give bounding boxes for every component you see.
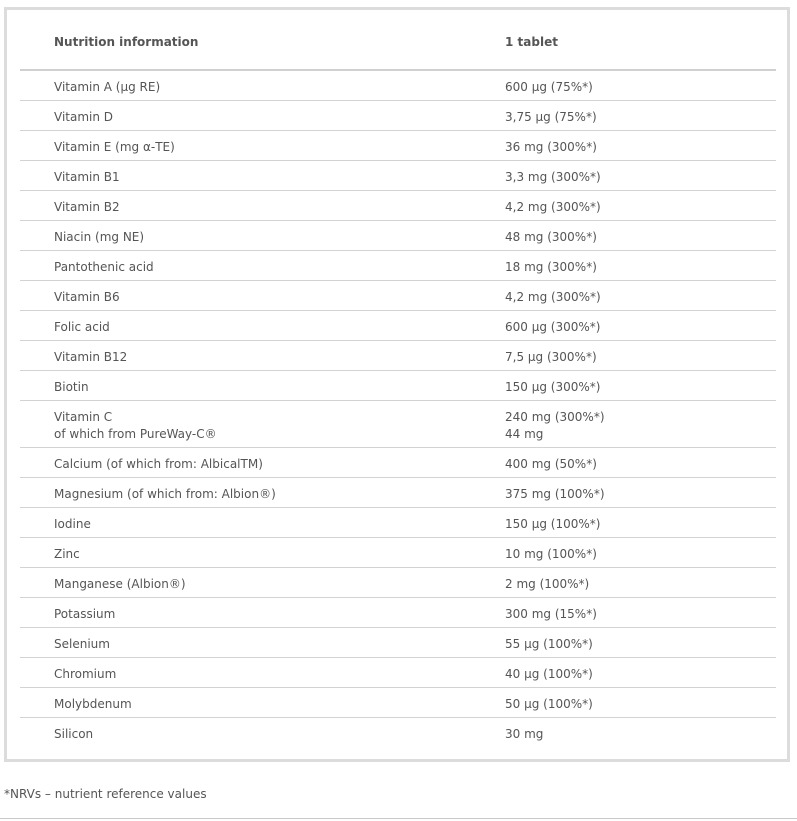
table-row: [20, 401, 776, 448]
nutrient-name-text: Magnesium (of which from: Albion®): [54, 487, 276, 501]
nutrient-name: [54, 516, 91, 533]
nutrient-amount: [505, 289, 601, 306]
nutrient-amount-text: 3,75 μg (75%*): [505, 110, 597, 124]
nutrient-amount-text: 375 mg (100%*): [505, 487, 605, 501]
table-row: [20, 341, 776, 371]
nutrient-name: [54, 486, 276, 503]
table-row: [20, 448, 776, 478]
nutrient-name-text: Chromium: [54, 667, 117, 681]
nutrient-amount-text: 50 μg (100%*): [505, 697, 593, 711]
nutrient-name: [54, 289, 120, 306]
table-row: [20, 191, 776, 221]
nutrient-name-text: Niacin (mg NE): [54, 230, 145, 244]
nutrient-amount-text: 240 mg (300%*): [505, 410, 605, 424]
nutrient-name: [54, 379, 89, 396]
table-row: [20, 508, 776, 538]
table-row: [20, 478, 776, 508]
nutrient-name-text: Selenium: [54, 637, 110, 651]
table-row: [20, 568, 776, 598]
nutrient-name-text: Vitamin B6: [54, 290, 120, 304]
nutrient-name-text: Vitamin B2: [54, 200, 120, 214]
table-row: [20, 688, 776, 718]
nutrient-name: [54, 606, 115, 623]
table-row: [20, 101, 776, 131]
nutrient-amount: [505, 199, 601, 216]
nutrient-amount-text: 48 mg (300%*): [505, 230, 597, 244]
table-row: [20, 131, 776, 161]
table-row: [20, 718, 776, 747]
nutrient-name: [54, 666, 116, 683]
nutrient-amount: [505, 109, 597, 126]
nutrient-name: [54, 546, 80, 563]
nutrient-name-text: Vitamin E (mg α-TE): [54, 140, 175, 154]
nutrient-name-text: Silicon: [54, 727, 94, 741]
nutrient-amount-text: 4,2 mg (300%*): [505, 290, 601, 304]
nutrient-amount-text: 55 μg (100%*): [505, 637, 593, 651]
nutrient-name-text: Manganese (Albion®): [54, 577, 186, 591]
header-serving: 1 tablet: [505, 35, 558, 49]
table-row: [20, 628, 776, 658]
nutrient-amount: [505, 546, 597, 563]
nutrient-amount-text: 2 mg (100%*): [505, 577, 590, 591]
nutrient-amount: [505, 726, 543, 743]
nutrient-amount: [505, 379, 600, 396]
nutrient-name-text: Vitamin B12: [54, 350, 128, 364]
nutrient-amount: [505, 259, 597, 276]
nutrient-amount: [505, 79, 593, 96]
nutrient-name: [54, 199, 120, 216]
nutrient-name: [54, 576, 186, 593]
nutrient-amount: [505, 169, 601, 186]
nutrient-amount-text: 150 μg (300%*): [505, 380, 601, 394]
nutrient-amount-text: 7,5 μg (300%*): [505, 350, 597, 364]
nutrient-amount: [505, 516, 600, 533]
nutrient-amount-text: 600 μg (300%*): [505, 320, 601, 334]
nutrient-amount: [505, 666, 593, 683]
nutrient-name: [54, 636, 110, 653]
nutrient-amount-text: 150 μg (100%*): [505, 517, 601, 531]
header-nutrition-information: Nutrition information: [54, 35, 199, 49]
nutrient-name-text: Vitamin B1: [54, 170, 120, 184]
table-row: [20, 221, 776, 251]
nutrient-amount: [505, 409, 605, 443]
nutrient-name-text: Biotin: [54, 380, 89, 394]
nutrient-amount-text: 3,3 mg (300%*): [505, 170, 601, 184]
table-row: [20, 161, 776, 191]
nutrient-name: [54, 229, 144, 246]
nutrient-amount-text: 600 μg (75%*): [505, 80, 593, 94]
nutrient-name-text: Vitamin D: [54, 110, 114, 124]
nutrient-amount: [505, 606, 597, 623]
nutrient-amount: [505, 636, 593, 653]
nutrient-amount-text: 300 mg (15%*): [505, 607, 597, 621]
table-row: [20, 311, 776, 341]
nutrient-name-text: Vitamin C: [54, 410, 113, 424]
nutrient-name-text: Folic acid: [54, 320, 110, 334]
nutrient-subamount-text: 44 mg: [505, 427, 544, 441]
nutrient-amount-text: 36 mg (300%*): [505, 140, 597, 154]
nutrient-name-text: Vitamin A (μg RE): [54, 80, 161, 94]
nutrient-name: [54, 79, 160, 96]
nutrient-name: [54, 349, 127, 366]
nutrient-amount: [505, 229, 597, 246]
nutrient-name: [54, 409, 217, 443]
nutrient-amount: [505, 139, 597, 156]
nutrient-name-text: Iodine: [54, 517, 91, 531]
table-body: [20, 71, 776, 747]
nutrient-amount-text: 400 mg (50%*): [505, 457, 597, 471]
nutrient-name: [54, 139, 175, 156]
nutrient-name-text: Potassium: [54, 607, 116, 621]
nutrient-name: [54, 456, 263, 473]
nutrient-name: [54, 109, 113, 126]
divider: [0, 818, 797, 819]
nutrient-name-text: Zinc: [54, 547, 80, 561]
nutrient-name: [54, 726, 93, 743]
nutrient-amount: [505, 349, 597, 366]
nutrient-amount-text: 4,2 mg (300%*): [505, 200, 601, 214]
nutrient-name: [54, 696, 132, 713]
nutrient-name-text: Calcium (of which from: AlbicalTM): [54, 457, 263, 471]
nutrient-name-text: Molybdenum: [54, 697, 132, 711]
nutrient-amount: [505, 696, 593, 713]
nutrient-amount-text: 30 mg: [505, 727, 544, 741]
nutrient-amount-text: 40 μg (100%*): [505, 667, 593, 681]
nutrient-name: [54, 169, 120, 186]
table-row: [20, 598, 776, 628]
table-row: [20, 281, 776, 311]
table-header: [20, 10, 776, 71]
table-row: [20, 658, 776, 688]
table-row: [20, 251, 776, 281]
table-row: [20, 538, 776, 568]
nutrient-amount: [505, 319, 600, 336]
nutrient-subname-text: of which from PureWay-C®: [54, 427, 217, 441]
nutrient-amount-text: 18 mg (300%*): [505, 260, 597, 274]
table-row: [20, 71, 776, 101]
nutrient-amount-text: 10 mg (100%*): [505, 547, 597, 561]
nutrient-amount: [505, 576, 589, 593]
nutrient-amount: [505, 456, 597, 473]
nutrient-name: [54, 319, 110, 336]
nutrition-table-panel: [4, 7, 790, 762]
nutrient-name: [54, 259, 154, 276]
nutrient-amount: [505, 486, 605, 503]
nutrient-name-text: Pantothenic acid: [54, 260, 154, 274]
table-row: [20, 371, 776, 401]
footnote: *NRVs – nutrient reference values: [4, 787, 207, 801]
